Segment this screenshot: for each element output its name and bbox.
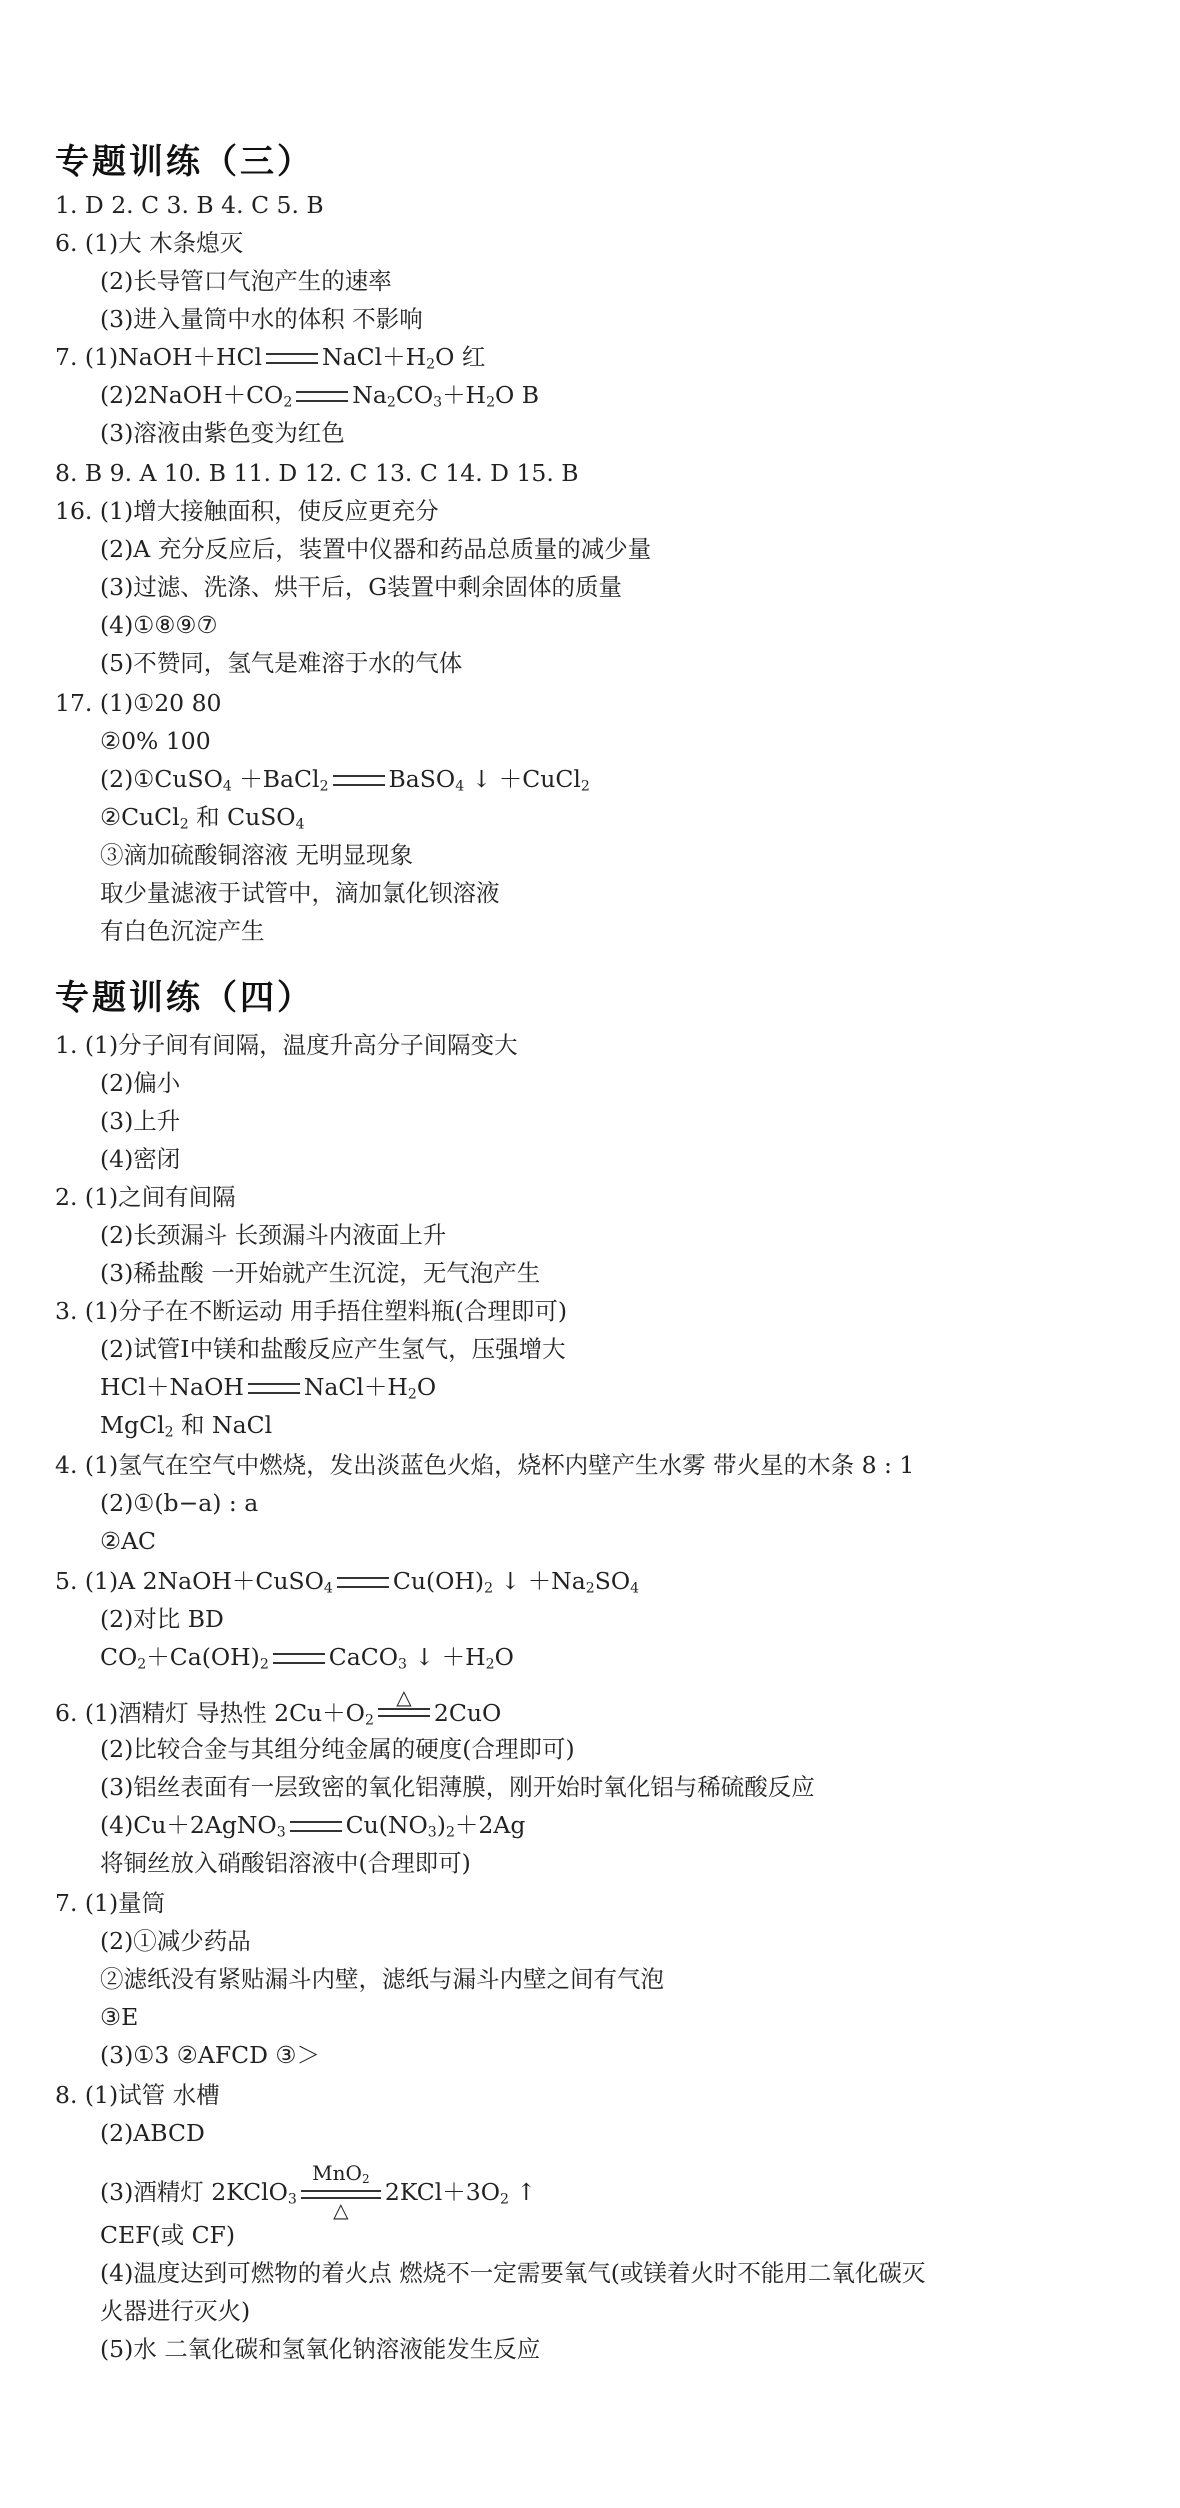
answer-line: (2)长颈漏斗 长颈漏斗内液面上升 — [100, 1221, 447, 1249]
answer-line: ②0% 100 — [100, 727, 211, 755]
answer-line: (3)过滤、洗涤、烘干后，G装置中剩余固体的质量 — [100, 573, 623, 601]
answer-line: (3)铝丝表面有一层致密的氧化铝薄膜，刚开始时氧化铝与稀硫酸反应 — [100, 1773, 815, 1801]
answer-line: (2)A 充分反应后，装置中仪器和药品总质量的减少量 — [100, 535, 652, 563]
answer-line: (3)①3 ②AFCD ③＞ — [100, 2041, 320, 2069]
answer-line: (3)稀盐酸 一开始就产生沉淀，无气泡产生 — [100, 1259, 541, 1287]
answer-line: 取少量滤液于试管中，滴加氯化钡溶液 — [100, 879, 500, 907]
equals-sign — [337, 1577, 389, 1588]
heat-condition: △ — [378, 1686, 430, 1739]
answer-line: 16. (1)增大接触面积，使反应更充分 — [55, 497, 439, 525]
section-4-title: 专题训练（四） — [55, 978, 314, 1018]
answer-line: (4)温度达到可燃物的着火点 燃烧不一定需要氧气(或镁着火时不能用二氧化碳灭 — [100, 2259, 926, 2287]
equation-8-3: (3)酒精灯 2KClO$_3$ MnO$_2$ △ $2KCl+3O_2$ ↑ — [100, 2161, 537, 2222]
answer-line: (2)对比 BD — [100, 1605, 224, 1633]
equals-sign — [273, 1653, 325, 1664]
equals-sign — [290, 1821, 342, 1832]
answer-line: ③E — [100, 2003, 139, 2031]
equation-17-1: (2)①CuSO$_4$ ＋BaCl$_2$ BaSO$_4$ ↓ ＋CuCl$_2$ — [100, 765, 590, 795]
equation-7-2: $(2)2NaOH+CO_2$ $Na_2CO_3+H_2O$ B — [100, 381, 540, 411]
answer-line: (3)上升 — [100, 1107, 181, 1135]
answer-line: (2)①(b−a) : a — [100, 1489, 259, 1517]
equation-5-1: 5. (1)A 2NaOH＋CuSO$_4$ $Cu(OH)_2$ ↓ $+Na_2SO_4$ — [55, 1567, 640, 1597]
answer-line: 2. (1)之间有间隔 — [55, 1183, 236, 1211]
answer-line: 8. (1)试管 水槽 — [55, 2081, 220, 2109]
answer-line: 8. B 9. A 10. B 11. D 12. C 13. C 14. D 15. B — [55, 459, 579, 487]
equals-sign — [266, 353, 318, 364]
answer-line: ②滤纸没有紧贴漏斗内壁，滤纸与漏斗内壁之间有气泡 — [100, 1965, 664, 1993]
answer-line: (2)偏小 — [100, 1069, 181, 1097]
answer-line: ②AC — [100, 1527, 157, 1555]
answer-line: CEF(或 CF) — [100, 2221, 236, 2249]
answer-line: (2)试管Ⅰ中镁和盐酸反应产生氢气，压强增大 — [100, 1335, 566, 1363]
answer-line: 1. D 2. C 3. B 4. C 5. B — [55, 191, 324, 219]
answer-line: 6. (1)大 木条熄灭 — [55, 229, 244, 257]
equation-5-2: $CO_2+Ca(OH)_2$ CaCO$_3$ ↓ $+H_2O$ — [100, 1643, 514, 1673]
equation-6-1: 6. (1)酒精灯 导热性 $2Cu+O_2$ △ 2CuO — [55, 1688, 501, 1741]
answer-line: 1. (1)分子间有间隔，温度升高分子间隔变大 — [55, 1031, 518, 1059]
answer-line: (5)水 二氧化碳和氢氧化钠溶液能发生反应 — [100, 2335, 541, 2363]
equals-sign — [248, 1383, 300, 1394]
catalyst-condition: MnO$_2$ △ — [301, 2162, 381, 2221]
answer-line: (2)长导管口气泡产生的速率 — [100, 267, 392, 295]
answer-line: 7. (1)量筒 — [55, 1889, 166, 1917]
answer-line: (4)①⑧⑨⑦ — [100, 611, 218, 639]
answer-line: 17. (1)①20 80 — [55, 689, 222, 717]
equals-sign — [296, 391, 348, 402]
answer-line: 火器进行灭火) — [100, 2297, 251, 2325]
equation-7-1: 7. (1)NaOH＋HCl $NaCl+H_2O$ 红 — [55, 343, 486, 373]
answer-line: (3)进入量筒中水的体积 不影响 — [100, 305, 423, 333]
answer-line: 有白色沉淀产生 — [100, 917, 265, 945]
answer-line: (4)密闭 — [100, 1145, 181, 1173]
section-3-title: 专题训练（三） — [55, 142, 314, 182]
answer-line: (5)不赞同，氢气是难溶于水的气体 — [100, 649, 463, 677]
answer-line: 3. (1)分子在不断运动 用手捂住塑料瓶(合理即可) — [55, 1297, 567, 1325]
answer-line: ③滴加硫酸铜溶液 无明显现象 — [100, 841, 413, 869]
answer-line: (2)①减少药品 — [100, 1927, 251, 1955]
answer-line: (2)比较合金与其组分纯金属的硬度(合理即可) — [100, 1735, 575, 1763]
equation-17-2: ②CuCl$_2$ 和 CuSO$_4$ — [100, 803, 305, 833]
equals-sign — [333, 775, 385, 786]
equation-3-2: MgCl$_2$ 和 NaCl — [100, 1411, 273, 1441]
equation-3-1: HCl＋NaOH $NaCl+H_2O$ — [100, 1373, 437, 1403]
answer-line: (2)ABCD — [100, 2119, 205, 2147]
answer-line: 4. (1)氢气在空气中燃烧，发出淡蓝色火焰，烧杯内壁产生水雾 带火星的木条 8 : 1 — [55, 1451, 915, 1479]
answer-line: 将铜丝放入硝酸铝溶液中(合理即可) — [100, 1849, 471, 1877]
equation-6-4: (4)Cu＋2AgNO$_3$ $Cu(NO_3)_2+2Ag$ — [100, 1811, 526, 1841]
answer-line: (3)溶液由紫色变为红色 — [100, 419, 345, 447]
